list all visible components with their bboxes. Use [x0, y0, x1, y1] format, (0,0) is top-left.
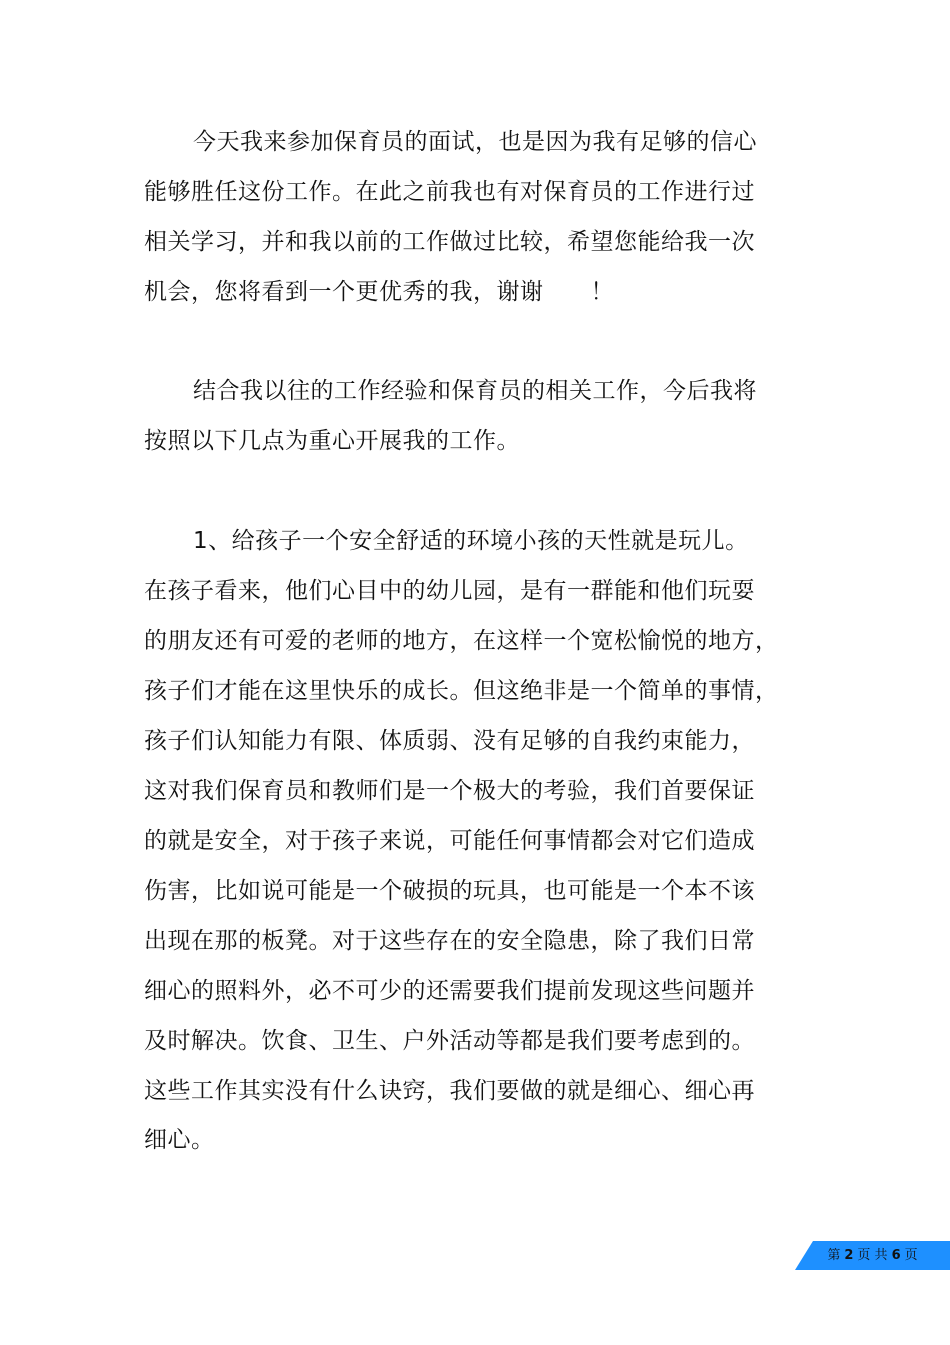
- total-pages-number: 6: [891, 1248, 901, 1263]
- paragraph-3-line-8: 伤害，比如说可能是一个破损的玩具，也可能是一个本不该: [144, 878, 755, 904]
- paragraph-2-line-2: 按照以下几点为重心开展我的工作。: [144, 428, 520, 454]
- paragraph-3-line-7: 的就是安全，对于孩子来说，可能任何事情都会对它们造成: [144, 828, 755, 854]
- paragraph-1-line-4: 机会，您将看到一个更优秀的我，谢谢 ！: [144, 279, 614, 305]
- paragraph-3-line-6: 这对我们保育员和教师们是一个极大的考验，我们首要保证: [144, 778, 755, 804]
- paragraph-3-line-2: 在孩子看来，他们心目中的幼儿园，是有一群能和他们玩耍: [144, 578, 755, 604]
- paragraph-3-line-1: 1、给孩子一个安全舒适的环境小孩的天性就是玩儿。: [193, 528, 749, 554]
- paragraph-1-line-3: 相关学习，并和我以前的工作做过比较，希望您能给我一次: [144, 229, 755, 255]
- page-suffix: 页: [904, 1248, 918, 1263]
- paragraph-3-line-5: 孩子们认知能力有限、体质弱、没有足够的自我约束能力，: [144, 728, 755, 754]
- paragraph-3-line-3: 的朋友还有可爱的老师的地方，在这样一个宽松愉悦的地方，: [144, 628, 779, 654]
- page-indicator-text: [795, 1241, 950, 1270]
- paragraph-1-line-1: 今天我来参加保育员的面试，也是因为我有足够的信心: [193, 129, 757, 155]
- paragraph-1-line-2: 能够胜任这份工作。在此之前我也有对保育员的工作进行过: [144, 179, 755, 205]
- paragraph-3-line-11: 及时解决。饮食、卫生、户外活动等都是我们要考虑到的。: [144, 1028, 755, 1054]
- paragraph-3-line-9: 出现在那的板凳。对于这些存在的安全隐患，除了我们日常: [144, 928, 755, 954]
- paragraph-3-line-13: 细心。: [144, 1127, 215, 1153]
- page-prefix: 第: [827, 1248, 841, 1263]
- paragraph-3-line-10: 细心的照料外，必不可少的还需要我们提前发现这些问题并: [144, 978, 755, 1004]
- paragraph-3-line-12: 这些工作其实没有什么诀窍，我们要做的就是细心、细心再: [144, 1078, 755, 1104]
- page-number-footer: [795, 1241, 950, 1270]
- current-page-number: 2: [844, 1248, 854, 1263]
- page-middle-text: 页 共: [857, 1248, 888, 1263]
- paragraph-2-line-1: 结合我以往的工作经验和保育员的相关工作，今后我将: [193, 378, 757, 404]
- paragraph-3-line-4: 孩子们才能在这里快乐的成长。但这绝非是一个简单的事情，: [144, 678, 779, 704]
